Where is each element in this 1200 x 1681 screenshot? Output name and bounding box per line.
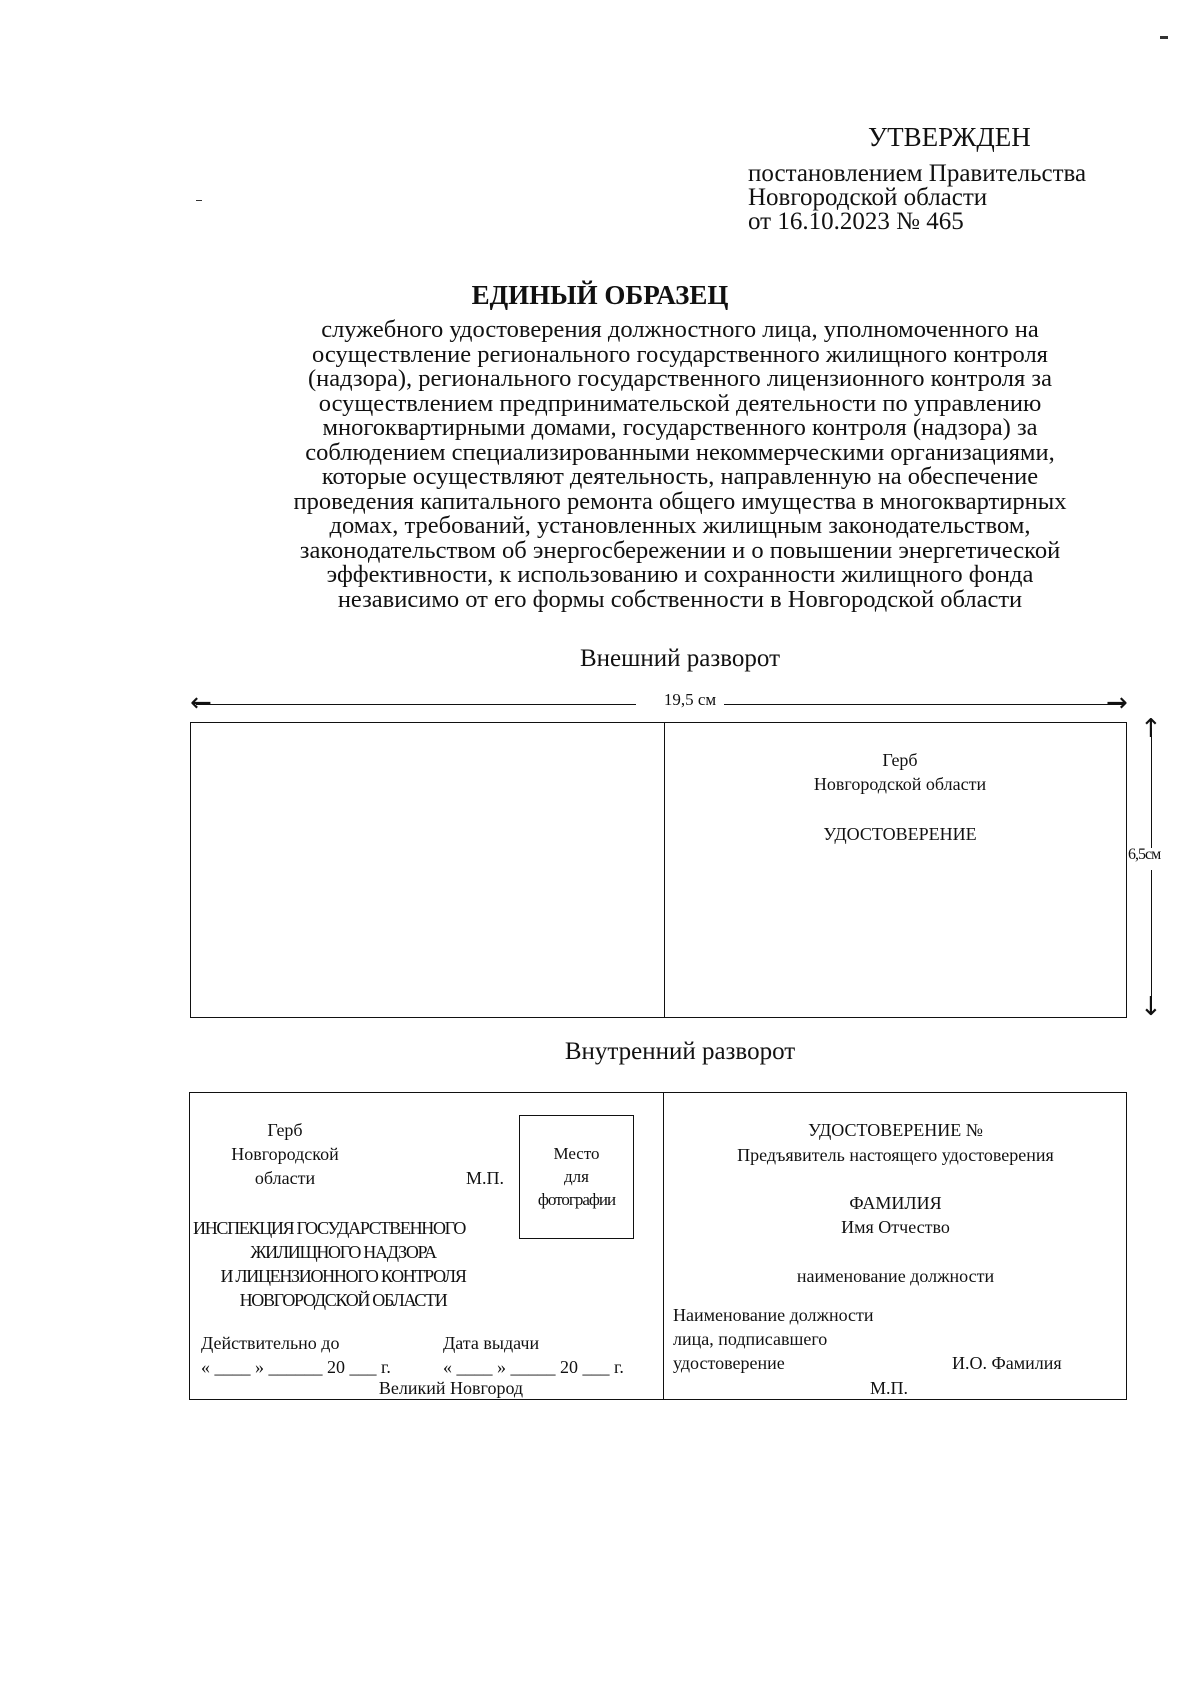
issue-date-value: « ____ » _____ 20 ___ г. — [443, 1357, 624, 1377]
subtitle-line: законодательством об энергосбережении и о повышении энергетической — [299, 536, 1061, 564]
org-line: ЖИЛИЩНОГО НАДЗОРА — [250, 1242, 436, 1262]
coat-line: Герб — [267, 1120, 303, 1140]
arrow-up-icon: ↑ — [1140, 714, 1162, 744]
signer-position — [673, 1303, 874, 1375]
coat-line: Новгородской — [231, 1144, 339, 1164]
subtitle-line: эффективности, к использованию и сохранности жилищного фонда — [326, 561, 1034, 588]
width-dimension-line-right — [724, 704, 1124, 705]
subtitle-line: (надзора), регионального государственного лицензионного контроля за — [308, 365, 1052, 392]
inner-spread-label: Внутренний разворот — [564, 1038, 796, 1065]
subtitle-line: осуществлением предпринимательской деятельности по управлению — [318, 389, 1042, 417]
subtitle-line: домах, требований, установленных жилищным законодательством, — [329, 512, 1031, 539]
signer-line: Наименование должности — [673, 1305, 874, 1325]
outer-spread-fold — [664, 722, 665, 1018]
subtitle-line: многоквартирными домами, государственного контроля (надзора) за — [322, 414, 1038, 441]
arrow-down-icon: ↓ — [1140, 992, 1162, 1022]
subtitle-line: которые осуществляют деятельность, направленную на обеспечение — [321, 463, 1039, 490]
signer-name: И.О. Фамилия — [952, 1353, 1062, 1373]
width-dimension-label: 19,5 см — [663, 690, 717, 709]
scan-speck — [1160, 36, 1168, 39]
document-title: ЕДИНЫЙ ОБРАЗЕЦ — [471, 280, 729, 310]
certificate-number: УДОСТОВЕРЕНИЕ № — [808, 1120, 983, 1140]
signer-line: лица, подписавшего — [673, 1329, 828, 1349]
valid-until-date: « ____ » ______ 20 ___ г. — [201, 1357, 391, 1377]
org-line: И ЛИЦЕНЗИОННОГО КОНТРОЛЯ — [220, 1266, 466, 1286]
approval-title: УТВЕРЖДЕН — [868, 122, 1031, 152]
document-subtitle — [200, 318, 1160, 612]
bearer-text: Предъявитель настоящего удостоверения — [737, 1145, 1054, 1165]
approval-line-2: Новгородской области — [748, 184, 988, 211]
subtitle-line: осуществление регионального государственного жилищного контроля — [312, 340, 1048, 368]
photo-label — [519, 1142, 634, 1211]
org-line: ИНСПЕКЦИЯ ГОСУДАРСТВЕННОГО — [193, 1218, 466, 1238]
photo-line: для — [564, 1167, 589, 1186]
width-dimension-line-left — [196, 704, 636, 705]
position: наименование должности — [796, 1266, 995, 1286]
subtitle-line: проведения капитального ремонта общего имущества в многоквартирных — [293, 487, 1067, 515]
org-line: НОВГОРОДСКОЙ ОБЛАСТИ — [239, 1290, 447, 1310]
stamp-place-left: М.П. — [466, 1168, 505, 1188]
name-patronymic: Имя Отчество — [841, 1217, 950, 1237]
issue-date-label: Дата выдачи — [443, 1333, 540, 1353]
photo-line: фотографии — [537, 1190, 616, 1209]
stamp-place-right: М.П. — [870, 1378, 909, 1398]
signer-line: удостоверение — [673, 1353, 785, 1373]
arrow-left-icon: ← — [190, 688, 212, 718]
approval-line-3: от 16.10.2023 № 465 — [748, 208, 964, 235]
inner-coat-of-arms — [205, 1118, 365, 1190]
subtitle-line: независимо от его формы собственности в Новгородской области — [337, 585, 1023, 613]
approval-line-1: постановлением Правительства — [748, 160, 1087, 187]
valid-until-label: Действительно до — [201, 1333, 340, 1353]
subtitle-line: служебного удостоверения должностного лица, уполномоченного на — [321, 316, 1039, 343]
outer-spread-label: Внешний разворот — [580, 645, 780, 672]
scan-speck — [196, 200, 202, 201]
subtitle-line: соблюдением специализированными некоммерческими организациями, — [305, 438, 1055, 466]
outer-coat-of-arms: Герб — [882, 750, 918, 770]
outer-region: Новгородской области — [813, 774, 987, 794]
coat-line: области — [254, 1168, 316, 1188]
arrow-right-icon: → — [1106, 688, 1128, 718]
outer-doc-word: УДОСТОВЕРЕНИЕ — [823, 824, 977, 844]
city: Великий Новгород — [378, 1378, 524, 1398]
approval-block — [748, 162, 1086, 234]
surname: ФАМИЛИЯ — [849, 1193, 942, 1213]
photo-line: Место — [553, 1144, 600, 1163]
org-name — [193, 1216, 513, 1312]
height-dimension-label: 6,5см — [1128, 846, 1161, 863]
